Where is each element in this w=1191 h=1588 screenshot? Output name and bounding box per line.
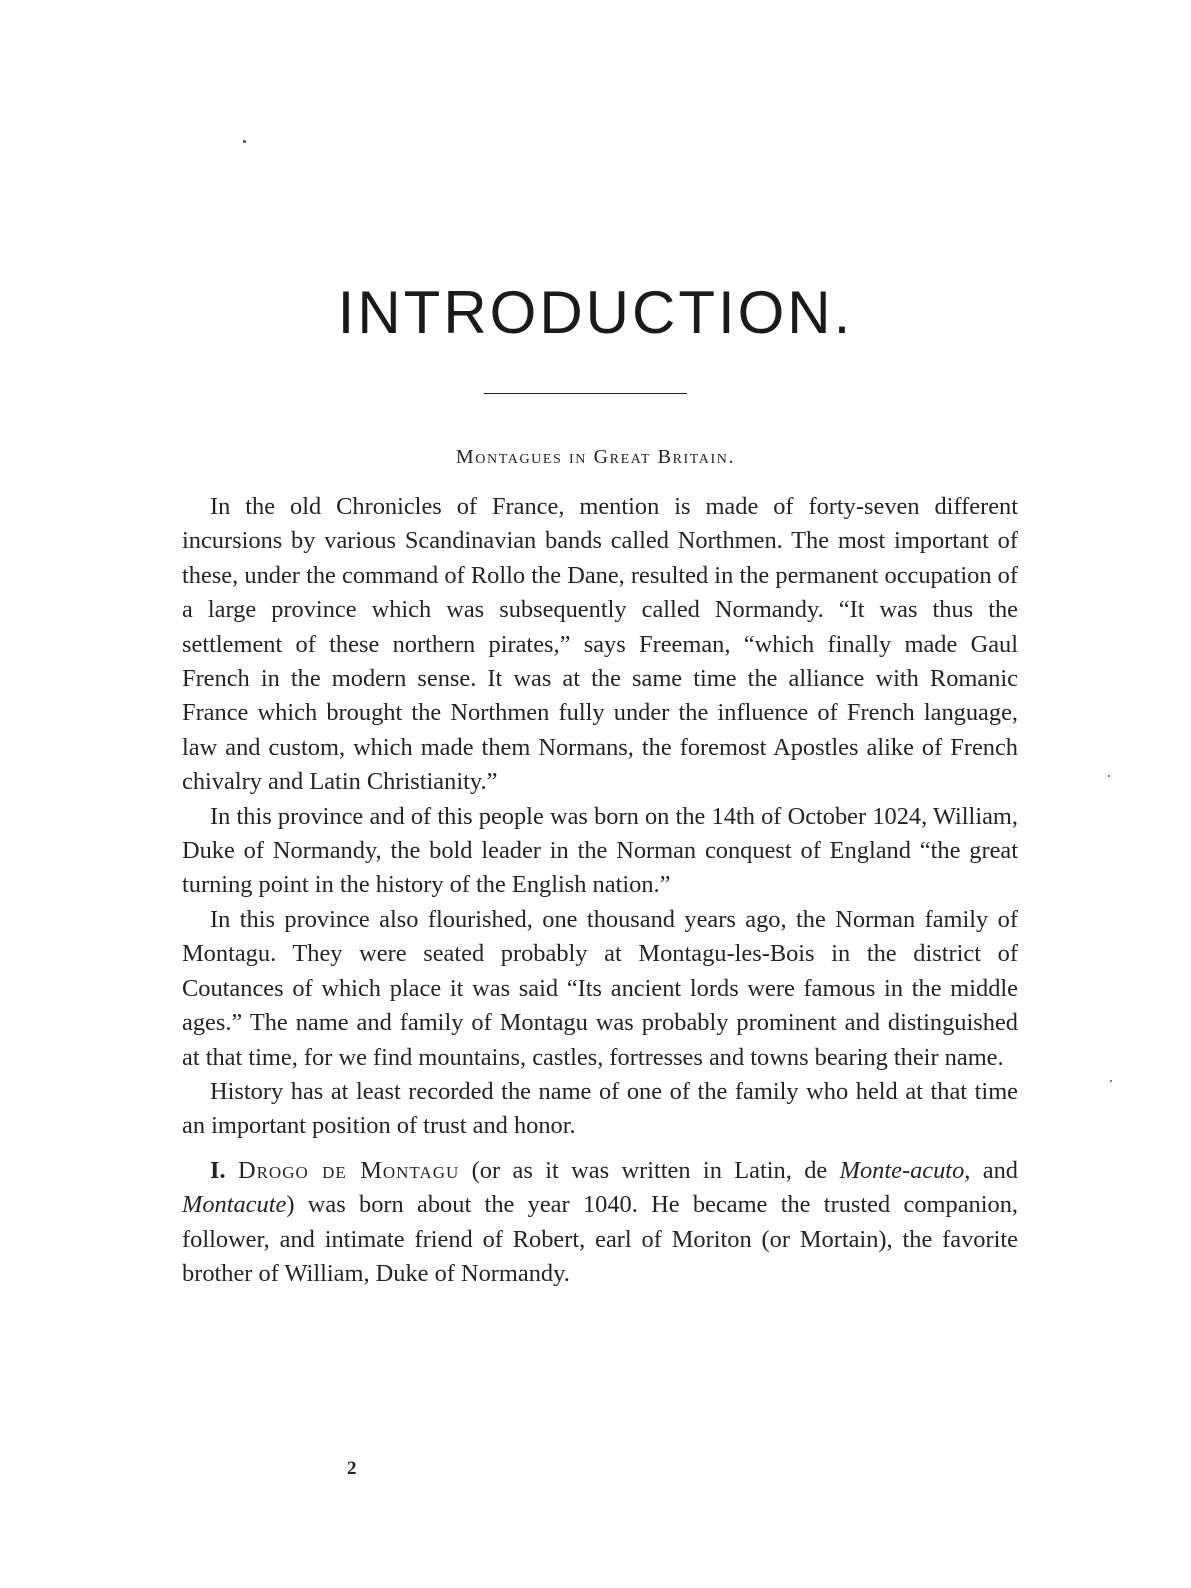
entry-text-after: ) was born about the year 1040. He became the trusted companion, follower, and intimate friend of Robert, earl of Moriton (or Mortain), the favorite brother of William, Duke of Normandy. bbox=[182, 1191, 1018, 1287]
paragraph-chronicles: In the old Chronicles of France, mention is made of forty-seven different incursions by various Scandinavian bands called Northmen. The most important of these, under the command of Rollo the Dane, resulted in the permanent occupation of a large province which was subsequently called Normandy. “It was thus the settlement of these northern pirates,” says Freeman, “which finally made Gaul French in the modern sense. It was at the same time the alliance with Romanic France which brought the Northmen fully under the influence of French language, law and custom, which made them Normans, the foremost Apostles alike of French chivalry and Latin Christianity.” bbox=[182, 493, 1018, 796]
entry-text-before-latin: (or as it was written in Latin, de bbox=[459, 1156, 840, 1184]
body-text bbox=[182, 490, 1018, 1291]
paragraph-history: History has at least recorded the name of one of the family who held at that time an important position of trust and honor. bbox=[182, 1077, 1018, 1140]
entry-latin-name-1: Monte-acuto, bbox=[839, 1156, 971, 1184]
section-heading: Montagues in Great Britain. bbox=[455, 446, 736, 468]
entry-latin-name-2: Montacute bbox=[182, 1191, 287, 1219]
entry-drogo-de-montagu bbox=[182, 1154, 1018, 1292]
print-speck bbox=[1110, 1080, 1112, 1082]
entry-text-between: and bbox=[970, 1156, 1018, 1184]
entry-name: Drogo de Montagu bbox=[237, 1156, 460, 1184]
paragraph-william: In this province and of this people was born on the 14th of October 1024, William, Duke of Normandy, the bold leader in the Norman conquest of England “the great turning point in the history of the English nation.” bbox=[182, 802, 1018, 899]
entry-numeral: I. bbox=[210, 1156, 226, 1184]
page-title: INTRODUCTION. bbox=[337, 279, 854, 346]
page-number: 2 bbox=[347, 1458, 357, 1479]
print-speck bbox=[1108, 775, 1110, 777]
title-divider bbox=[484, 393, 687, 394]
paragraph-montagu-family: In this province also flourished, one thousand years ago, the Norman family of Montagu. They were seated probably at Montagu-les-Bois in the district of Coutances of which place it was said “Its ancient lords were famous in the middle ages.” The name and family of Montagu was probably prominent and distinguished at that time, for we find mountains, castles, fortresses and towns bearing their name. bbox=[182, 905, 1018, 1071]
print-speck bbox=[243, 140, 246, 143]
